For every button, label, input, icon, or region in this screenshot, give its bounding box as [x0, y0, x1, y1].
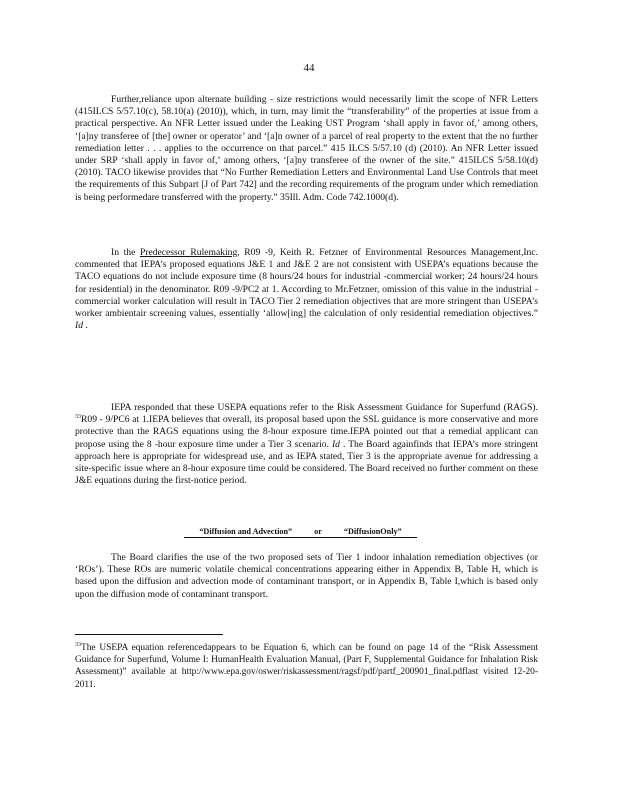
section-heading — [184, 527, 417, 538]
p3-part-c: . The Board againfinds that IEPA’s more stringent approach here is appropriate for widespread use, and as IEPA stated, Tier 3 is the appropriate avenue for addressing a site-specific issue where an 8-hour exposure time could be considered. The Board received no further comment on these J&E equations during the first-notice period. — [75, 438, 538, 487]
footnote-text: The USEPA equation referencedappears to be Equation 6, which can be found on page 14 of the “Risk Assessment Guidance for Superfund, Volume I: HumanHealth Evaluation Manual, (Part F, Supplemental Guidance for Inhalation Risk Assessment)” available at http://www.epa.gov/oswer/riskassessment/ragsf/pdf/partf_200901_final.pdflast visited 12-20-2011. — [75, 643, 538, 690]
paragraph-iepa-response — [75, 402, 538, 487]
footnote-ref-33: 33 — [75, 414, 81, 421]
footnote-number: 33 — [75, 641, 81, 648]
paragraph-board-clarifies: The Board clarifies the use of the two proposed sets of Tier 1 indoor inhalation remediation objectives (or ‘ROs’). These ROs are numeric volatile chemical concentrations appearing either in Appendix B, Table H, which is based upon the diffusion and advection mode of contaminant transport, or in Appendix B, Table I,which is based only upon the diffusion mode of contaminant transport. — [75, 552, 538, 600]
page-number: 44 — [303, 62, 315, 74]
p3-part-b: R09 - 9/PC6 at 1.IEPA believes that overall, its proposal based upon the SSL guidance is more conservative and more protective than the RAGS equations using the 8-hour exposure time.IEPA pointed out that a remedial applicant can propose using the 8 -hour exposure time under a Tier 3 scenario. — [75, 414, 538, 450]
p2-end: . — [83, 320, 88, 332]
heading-right: “DiffusionOnly” — [343, 527, 402, 536]
p2-body: , R09 -9, Keith R. Fetzner of Environmental Resources Management,Inc. commented that IEPA’s proposed equations J&E 1 and J&E 2 are not consistent with USEPA’s equations because the TACO equations do not include exposure time (8 hours/24 hours for industrial -commercial worker; 24 hours/24 hours for residential) in the denominator. R09 -9/PC2 at 1. According to Mr.Fetzner, omission of this value in the industrial -commercial worker calculation will result in TACO Tier 2 remediation objectives that are more stringent than USEPA’s worker ambientair screening values, essentially ‘allow[ing] the calculation of only residential remediation objectives.” — [75, 247, 538, 320]
footnote-divider — [75, 634, 223, 635]
p2-intro: In the — [111, 247, 140, 258]
predecessor-rulemaking-ref: Predecessor Rulemaking — [139, 247, 238, 258]
p3-id-cite: Id — [331, 438, 340, 450]
p2-id-cite: Id — [75, 320, 83, 332]
footnote-33 — [75, 642, 538, 691]
heading-left: “Diffusion and Advection” — [199, 527, 293, 536]
paragraph-nfr-transferability: Further,reliance upon alternate building - size restrictions would necessarily limit the scope of NFR Letters (415ILCS 5/57.10(c), 58.10(a) (2010)), which, in turn, may limit the “transferability” of the properties at issue from a practical perspective. An NFR Letter issued under the Leaking UST Program ‘shall apply in favor of,’ among others, ‘[a]ny transferee of [the] owner or operator’ and ‘[a]n owner of a parcel of real property to the extent that the no further remediation letter . . . applies to the occurrence on that parcel.” 415 ILCS 5/57.10 (d) (2010). An NFR Letter issued under SRP ‘shall apply in favor of,’ among others, ‘[a]ny transferee of the owner of the site.” 415ILCS 5/58.10(d) (2010). TACO likewise provides that “No Further Remediation Letters and Environmental Land Use Controls that meet the requirements of this Subpart [J of Part 742] and the recording requirements of the program under which remediation is being performedare transferred with the property.” 35Ill. Adm. Code 742.1000(d). — [75, 94, 538, 203]
heading-or: or — [314, 527, 322, 536]
paragraph-fetzner-comment — [75, 247, 538, 332]
p3-part-a: IEPA responded that these USEPA equations refer to the Risk Assessment Guidance for Superfund (RAGS). — [111, 402, 538, 413]
